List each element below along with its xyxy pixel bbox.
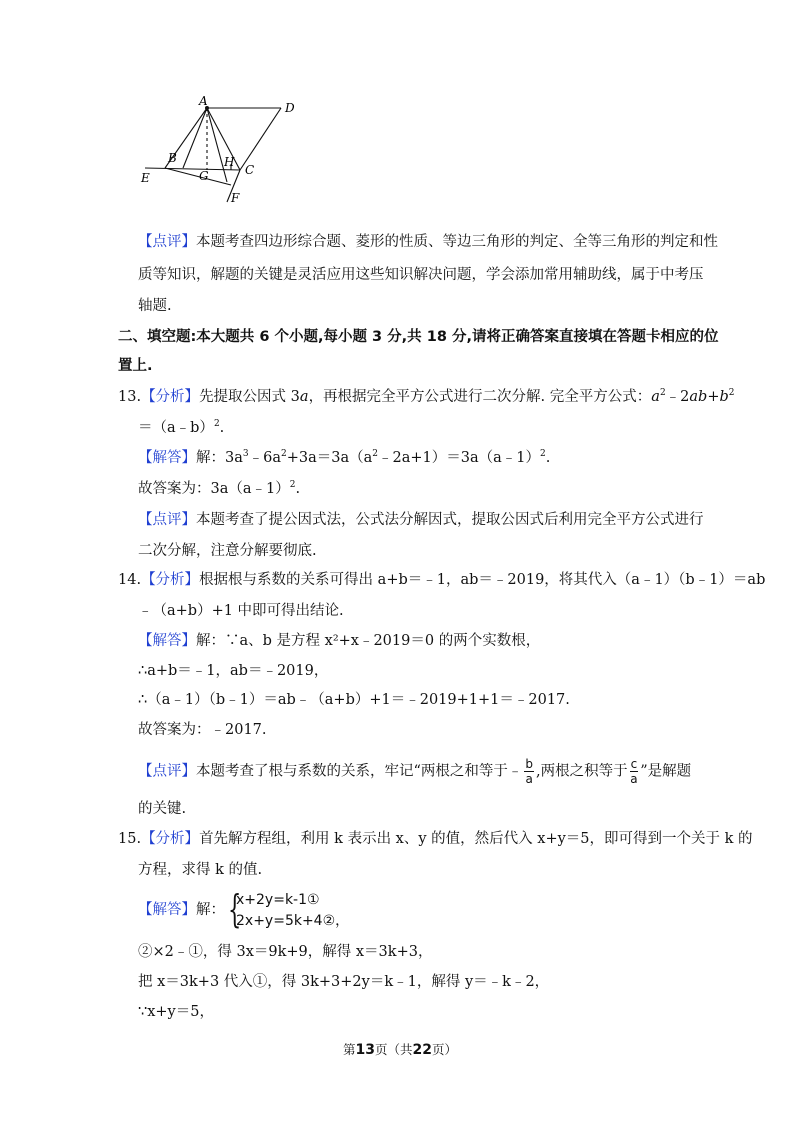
section-heading-line2: 置上. (118, 358, 153, 374)
q13-analysis-line1: 13.【分析】先提取公因式 3a，再根据完全平方公式进行二次分解. 完全平方公式：$a^2﹣2ab+b^2$ (118, 388, 735, 405)
q14-review-line2: 的关键. (138, 801, 187, 817)
q15-analysis-line1: 15.【分析】首先解方程组，利用 k 表示出 x、y 的值，然后代入 x+y＝5，即可得到一个关于 k 的 (118, 831, 753, 847)
page-footer: 第13页（共22页） (342, 1042, 457, 1058)
q15-answer: 【解答】解： (138, 902, 225, 918)
current-page-number: 13 (355, 1042, 375, 1058)
equation-system-brace: { (228, 887, 242, 931)
q14-step1: ∴a+b＝﹣1，ab＝﹣2019， (138, 663, 329, 679)
label-H: H (224, 155, 235, 169)
q15-step1: ②×2﹣①，得 3x＝9k+9，解得 x＝3k+3， (138, 944, 433, 960)
q14-analysis-line2: ﹣（a+b）+1 中即可得出结论. (138, 603, 344, 619)
total-pages: 22 (412, 1042, 432, 1058)
label-G: G (199, 169, 209, 183)
q13-review-line1: 【点评】本题考查了提公因式法，公式法分解因式，提取公因式后利用完全平方公式进行 (138, 512, 704, 528)
review-12-line2: 质等知识，解题的关键是灵活应用这些知识解决问题，学会添加常用辅助线，属于中考压 (138, 267, 704, 283)
q13-review-line2: 二次分解，注意分解要彻底. (138, 543, 317, 559)
q14-review-line1: 【点评】本题考查了根与系数的关系，牢记“两根之和等于﹣ $\frac{b}{a}$ ,两根之积等于 $\frac{c}{a}$ ”是解题 (138, 757, 692, 786)
q15-number: 15. (118, 831, 142, 847)
section-heading-line1: 二、填空题:本大题共 6 个小题,每小题 3 分,共 18 分,请将正确答案直接填在答题卡相应的位 (118, 329, 719, 345)
q14-analysis-line1: 14.【分析】根据根与系数的关系可得出 a+b＝﹣1，ab＝﹣2019，将其代入（a﹣1）（b﹣1）＝ab (118, 572, 766, 588)
equation-1: x+2y=k-1① (236, 892, 320, 908)
label-E: E (141, 171, 150, 185)
q13-analysis-line2: ＝（a﹣b）$^2$. (138, 419, 225, 436)
label-C: C (245, 163, 255, 177)
tag-review: 【点评】 (138, 234, 196, 250)
q14-final: 故答案为：﹣2017. (138, 722, 267, 738)
q13-answer: 【解答】解：$3a^3﹣6a^2+3a=3a(a^2﹣2a+1)=3a(a﹣1)^2$. (138, 449, 551, 466)
q15-analysis-line2: 方程，求得 k 的值. (138, 862, 263, 878)
equation-2: 2x+y=5k+4②， (236, 913, 350, 929)
fraction-b-over-a: $\frac{b}{a}$ (525, 757, 534, 786)
fraction-c-over-a: $\frac{c}{a}$ (630, 757, 638, 786)
review-12-line3: 轴题. (138, 298, 172, 314)
q13-final: 故答案为：3a（a﹣1）$^2$. (138, 480, 301, 497)
label-F: F (231, 191, 240, 205)
q14-answer: 【解答】解：∵a、b 是方程 x²+x﹣2019＝0 的两个实数根， (138, 633, 541, 649)
q14-number: 14. (118, 572, 142, 588)
q14-step2: ∴（a﹣1）（b﹣1）＝ab﹣（a+b）+1＝﹣2019+1+1＝﹣2017. (138, 692, 570, 708)
geometry-figure (135, 90, 305, 210)
label-B: B (168, 151, 177, 165)
label-D: D (285, 101, 295, 115)
q15-step3: ∵x+y＝5， (138, 1004, 214, 1020)
review-12-line1: 【点评】本题考查四边形综合题、菱形的性质、等边三角形的判定、全等三角形的判定和性 (138, 234, 718, 250)
q15-step2: 把 x＝3k+3 代入①，得 3k+3+2y＝k﹣1，解得 y＝﹣k﹣2， (138, 974, 550, 990)
label-A: A (199, 94, 208, 108)
q13-number: 13. (118, 389, 142, 405)
